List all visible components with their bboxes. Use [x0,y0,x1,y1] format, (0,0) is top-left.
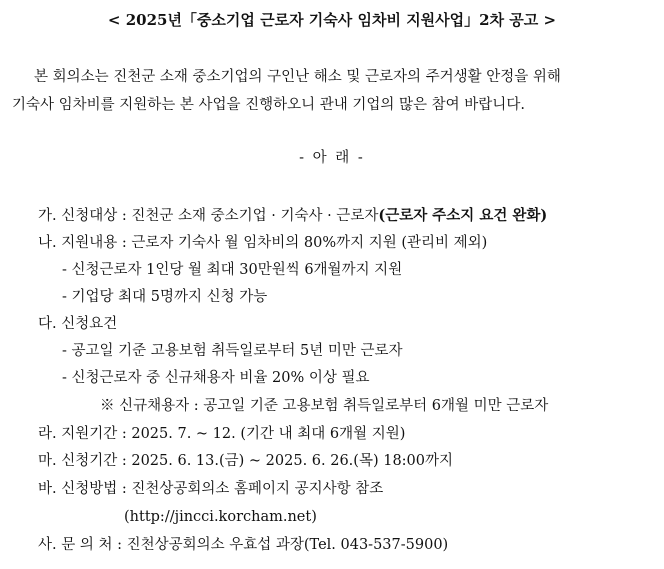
item-ga-text: 가. 신청대상 : 진천군 소재 중소기업 · 기숙사 · 근로자 [38,208,379,224]
item-da-note: ※ 신규채용자 : 공고일 기준 고용보험 취득일로부터 6개월 미만 근로자 [100,398,549,414]
item-da-sub-1: - 공고일 기준 고용보험 취득일로부터 5년 미만 근로자 [62,343,403,359]
intro-line-1: 본 회의소는 진천군 소재 중소기업의 구인난 해소 및 근로자의 주거생활 안정을 위해 [34,69,561,85]
item-da-sub-2: - 신청근로자 중 신규채용자 비율 20% 이상 필요 [62,370,370,386]
item-ba-method: 바. 신청방법 : 진천상공회의소 홈페이지 공지사항 참조 [38,481,384,497]
item-na-sub-2: - 기업당 최대 5명까지 신청 가능 [62,289,268,305]
item-ma-apply-period: 마. 신청기간 : 2025. 6. 13.(금) ~ 2025. 6. 26.(목) 18:00까지 [38,453,454,469]
item-ra-period: 라. 지원기간 : 2025. 7. ~ 12. (기간 내 최대 6개월 지원) [38,426,406,442]
item-ga-bold-note: (근로자 주소지 요건 완화) [378,207,548,224]
item-na-sub-1: - 신청근로자 1인당 월 최대 30만원씩 6개월까지 지원 [62,262,403,278]
document-title: < 2025년「중소기업 근로자 기숙사 임차비 지원사업」2차 공고 > [107,11,557,29]
item-sa-contact: 사. 문 의 처 : 진천상공회의소 우효섭 과장(Tel. 043-537-5900) [38,537,449,553]
item-ga-target [38,206,547,226]
intro-line-2: 기숙사 임차비를 지원하는 본 사업을 진행하오니 관내 기업의 많은 참여 바랍니다. [12,97,525,113]
item-da-requirements: 다. 신청요건 [38,316,118,332]
item-ba-url: (http://jincci.korcham.net) [124,509,317,525]
item-na-support: 나. 지원내용 : 근로자 기숙사 월 임차비의 80%까지 지원 (관리비 제외) [38,235,488,251]
section-divider-label: - 아 래 - [299,150,365,166]
